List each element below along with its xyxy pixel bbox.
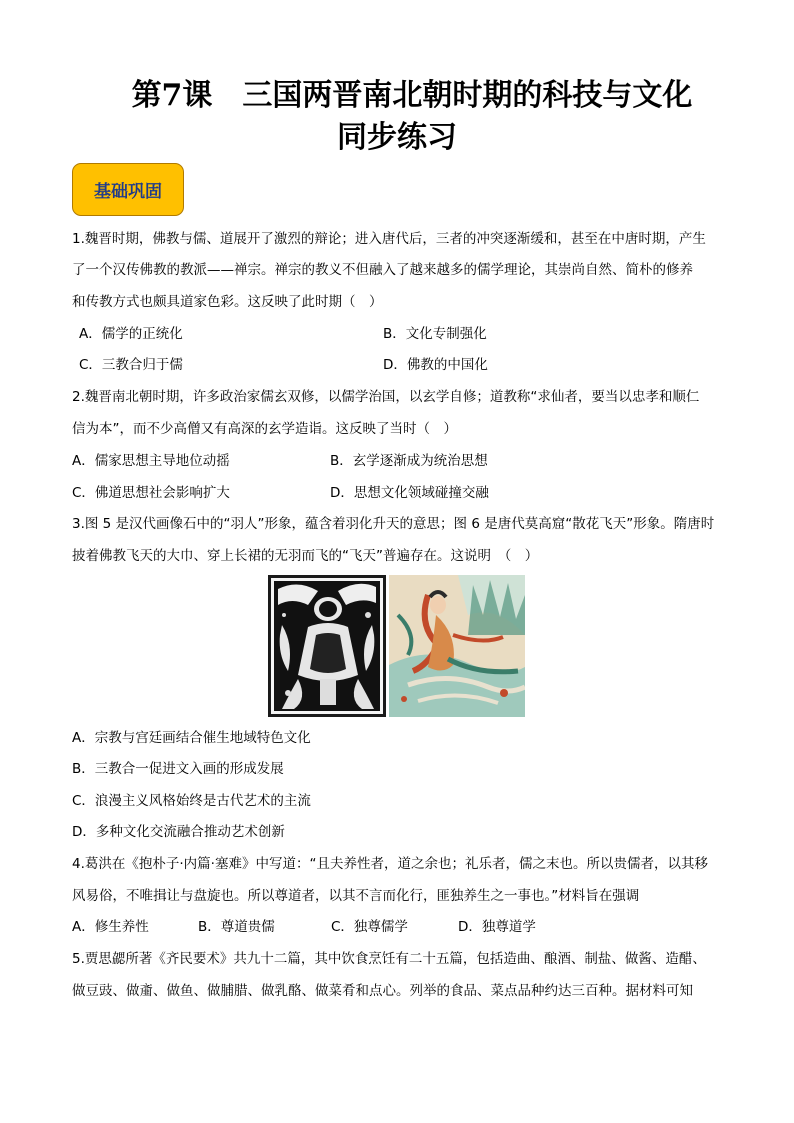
q4-option-b: B．尊道贵儒 xyxy=(198,919,275,935)
q1-option-a: A．儒学的正统化 xyxy=(79,326,183,342)
q2-option-b: B．玄学逐渐成为统治思想 xyxy=(330,453,488,469)
q4-option-d: D．独尊道学 xyxy=(458,919,536,935)
q3-option-b: B．三教合一促进文入画的形成发展 xyxy=(72,761,284,777)
q4-line-2: 风易俗，不唯揖让与盘旋也。所以尊道者，以其不言而化行，匪独养生之一事也。”材料旨在强调 xyxy=(72,888,640,904)
q3-line-2: 披着佛教飞天的大巾、穿上长裙的无羽而飞的“飞天”普遍存在。这说明 （ ） xyxy=(72,548,539,564)
q1-line-2: 了一个汉传佛教的教派——禅宗。禅宗的教义不但融入了越来越多的儒学理论，其崇尚自然、简朴的修养 xyxy=(72,262,693,278)
q2-line-1: 2.魏晋南北朝时期，许多政治家儒玄双修，以儒学治国，以玄学自修；道教称“求仙者，要当以忠孝和顺仁 xyxy=(72,389,700,405)
q4-option-c: C．独尊儒学 xyxy=(331,919,408,935)
q3-option-a: A．宗教与宫廷画结合催生地域特色文化 xyxy=(72,730,311,746)
q1-line-1: 1.魏晋时期，佛教与儒、道展开了激烈的辩论；进入唐代后，三者的冲突逐渐缓和，甚至在中唐时期，产生 xyxy=(72,231,706,247)
q4-line-1: 4.葛洪在《抱朴子·内篇·塞难》中写道：“且夫养性者，道之余也；礼乐者，儒之末也。所以贵儒者，以其移 xyxy=(72,856,708,872)
q2-option-d: D．思想文化领域碰撞交融 xyxy=(330,485,489,501)
page-title: 第7课 三国两晋南北朝时期的科技与文化 xyxy=(131,78,693,113)
section-badge: 基础巩固 xyxy=(72,163,184,216)
q3-line-1: 3.图 5 是汉代画像石中的“羽人”形象，蕴含着羽化升天的意思；图 6 是唐代莫高窟“散花飞天”形象。隋唐时 xyxy=(72,516,715,532)
q1-option-d: D．佛教的中国化 xyxy=(383,357,488,373)
q1-option-b: B．文化专制强化 xyxy=(383,326,487,342)
winged-figure-rubbing xyxy=(268,575,386,717)
flying-apsara-painting xyxy=(389,575,525,717)
page-subtitle: 同步练习 xyxy=(337,120,457,155)
q3-figures xyxy=(268,575,525,717)
q3-option-c: C．浪漫主义风格始终是古代艺术的主流 xyxy=(72,793,311,809)
q3-option-d: D．多种文化交流融合推动艺术创新 xyxy=(72,824,285,840)
q4-option-a: A．修生养性 xyxy=(72,919,149,935)
q1-option-c: C．三教合归于儒 xyxy=(79,357,183,373)
q2-option-c: C．佛道思想社会影响扩大 xyxy=(72,485,230,501)
q2-option-a: A．儒家思想主导地位动摇 xyxy=(72,453,230,469)
q2-line-2: 信为本”，而不少高僧又有高深的玄学造诣。这反映了当时（ ） xyxy=(72,421,457,437)
q5-line-2: 做豆豉、做齑、做鱼、做脯腊、做乳酪、做菜肴和点心。列举的食品、菜点品种约达三百种。据材料可知 xyxy=(72,983,693,999)
q5-line-1: 5.贾思勰所著《齐民要术》共九十二篇，其中饮食烹饪有二十五篇，包括造曲、酿酒、制盐、做酱、造醋、 xyxy=(72,951,706,967)
q1-line-3: 和传教方式也颇具道家色彩。这反映了此时期（ ） xyxy=(72,294,383,310)
